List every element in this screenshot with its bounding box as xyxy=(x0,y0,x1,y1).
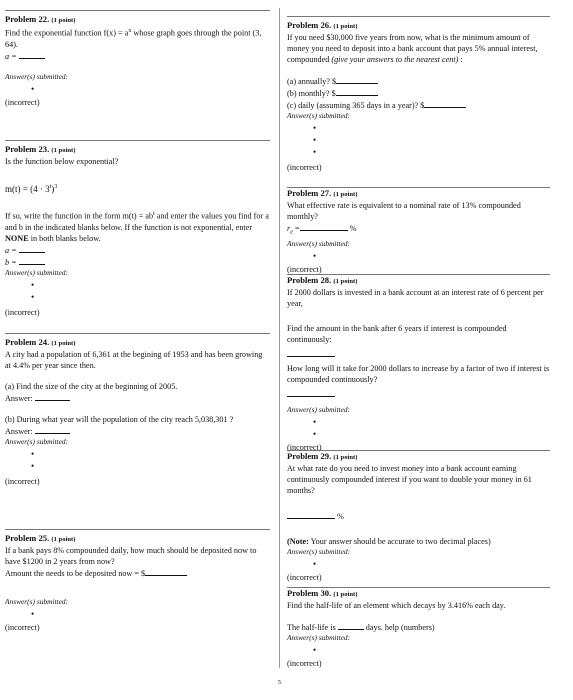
answers-submitted-label: Answer(s) submitted: xyxy=(287,238,351,248)
problem-text: Find the exponential function $f(x) = a^x$ whose graph goes through the point (3, 64). xyxy=(5,28,262,49)
problem-text: A city had a population of 6,361 at the begining of 1953 and has been growing at 4.4% per year since then. xyxy=(5,350,263,370)
answer-blank-1[interactable] xyxy=(287,348,335,357)
problem-title: Problem 27. (1 point) xyxy=(287,188,358,198)
answer-blank-b[interactable] xyxy=(19,256,45,265)
problem-title: Problem 24. (1 point) xyxy=(5,337,76,347)
problem-text: If so, write the function in the form $m(t) = ab^t$ and enter the values you find for a and b in the indicated blanks below. If the function is not exponential, enter NONE in both blanks below. xyxy=(5,211,269,243)
answer-bullet: • xyxy=(313,645,317,655)
problem-28 xyxy=(287,274,550,453)
answer-blank-b[interactable] xyxy=(336,87,378,96)
formula: $m(t) = (4 \cdot 3^t)^3$ xyxy=(5,184,58,194)
answer-blank-a[interactable] xyxy=(336,75,378,84)
answer-line-2 xyxy=(287,388,550,400)
answers-submitted-label: Answer(s) submitted: xyxy=(287,633,351,642)
problem-title: Problem 23. (1 point) xyxy=(5,144,76,154)
answer-blank-a[interactable] xyxy=(19,244,45,253)
problem-text: If 2000 dollars is invested in a bank account at an interest rate of 6 percent per year, xyxy=(287,288,544,308)
answer-line-a: (a) annually? $ xyxy=(287,75,550,87)
question-2: How long will it take for 2000 dollars to increase by a factor of two if interest is compounded continuously? xyxy=(287,364,550,384)
problem-24 xyxy=(5,333,270,487)
problem-27 xyxy=(287,187,550,275)
answer-line-b: (b) monthly? $ xyxy=(287,87,550,99)
answer-line: The half-life is days. help (numbers) xyxy=(287,623,435,632)
answer-line-b: Answer: xyxy=(5,425,270,437)
answer-blank[interactable] xyxy=(338,621,364,630)
problem-title: Problem 25. (1 point) xyxy=(5,533,76,543)
problem-29 xyxy=(287,450,550,583)
answer-bullet: • xyxy=(313,147,317,157)
problem-question: Is the function below exponential? xyxy=(5,157,119,166)
problem-22 xyxy=(5,10,270,108)
amount-line: Amount the needs to be deposited now = $ xyxy=(5,567,270,579)
status-incorrect: (incorrect) xyxy=(287,573,322,582)
answer-bullet: • xyxy=(313,429,317,439)
status-incorrect: (incorrect) xyxy=(5,307,40,317)
answer-blank[interactable] xyxy=(145,567,187,576)
problem-text: Find the half-life of an element which decays by 3.416% each day. xyxy=(287,601,506,610)
answers-submitted-label: Answer(s) submitted: xyxy=(287,111,351,120)
note: (Note: Your answer should be accurate to two decimal places) xyxy=(287,537,491,546)
problem-25 xyxy=(5,529,270,633)
problem-title: Problem 30. (1 point) xyxy=(287,588,358,598)
problem-title: Problem 22. (1 point) xyxy=(5,14,76,24)
answers-submitted-label: Answer(s) submitted: xyxy=(5,437,69,446)
status-incorrect: (incorrect) xyxy=(287,659,322,668)
answer-line-a: a = xyxy=(5,50,270,62)
question-a: (a) Find the size of the city at the beginning of 2005. xyxy=(5,382,178,391)
problem-text: If a bank pays 8% compounded daily, how much should be deposited now to have $1200 in 2 years from now? xyxy=(5,546,257,566)
answer-bullet: • xyxy=(313,417,317,427)
answer-line-1 xyxy=(287,348,550,360)
answer-line: $r_e$ = % xyxy=(287,224,357,236)
problem-text: At what rate do you need to invest money into a bank account earning continuously compounded interest if you want to double your money in 61 months? xyxy=(287,464,532,495)
answer-bullet: • xyxy=(313,559,317,569)
problem-text: If you need $30,000 five years from now, what is the minimum amount of money you need to deposit into a bank account that pays 5% annual interest, compounded (give your answers to the nearest cent) : xyxy=(287,33,538,64)
status-incorrect: (incorrect) xyxy=(5,477,40,486)
problem-30 xyxy=(287,587,550,669)
question-1: Find the amount in the bank after 6 years if interest is compounded continuously: xyxy=(287,324,507,344)
answer-blank-2[interactable] xyxy=(287,388,335,397)
answers-submitted-label: Answer(s) submitted: xyxy=(287,405,351,414)
answer-blank-c[interactable] xyxy=(424,99,466,108)
problem-26 xyxy=(287,16,550,173)
problem-title: Problem 26. (1 point) xyxy=(287,20,358,30)
answers-submitted-label: Answer(s) submitted: xyxy=(287,547,351,556)
answer-bullet: • xyxy=(313,250,317,261)
status-incorrect: (incorrect) xyxy=(287,163,322,172)
answer-line-a: a = xyxy=(5,244,270,256)
answer-blank[interactable] xyxy=(287,510,335,519)
problem-title: Problem 28. (1 point) xyxy=(287,275,358,285)
answer-bullet: • xyxy=(31,461,35,471)
answer-bullet: • xyxy=(313,123,317,133)
question-b: (b) During what year will the population of the city reach 5,038,301 ? xyxy=(5,415,234,424)
answer-bullet: • xyxy=(31,609,35,619)
answer-bullet: • xyxy=(31,449,35,459)
problem-23 xyxy=(5,140,270,318)
answer-bullet: • xyxy=(31,291,35,302)
column-divider xyxy=(279,8,280,668)
status-incorrect: (incorrect) xyxy=(287,443,322,452)
problem-text: What effective rate is equivalent to a nominal rate of 13% compounded monthly? xyxy=(287,201,521,221)
status-incorrect: (incorrect) xyxy=(5,623,40,632)
answer-bullet: • xyxy=(31,83,35,94)
page-number: 5 xyxy=(278,680,281,686)
answer-blank[interactable] xyxy=(19,50,45,59)
answers-submitted-label: Answer(s) submitted: xyxy=(5,267,69,277)
answers-submitted-label: Answer(s) submitted: xyxy=(5,597,69,606)
status-incorrect: (incorrect) xyxy=(5,97,40,107)
answer-bullet: • xyxy=(313,135,317,145)
status-incorrect: (incorrect) xyxy=(287,264,322,274)
answer-line-b: b = xyxy=(5,256,270,268)
problem-title: Problem 29. (1 point) xyxy=(287,451,358,461)
answer-blank-a[interactable] xyxy=(35,392,70,401)
answer-line: % xyxy=(287,510,550,522)
answers-submitted-label: Answer(s) submitted: xyxy=(5,71,69,81)
answer-line-c: (c) daily (assuming 365 days in a year)? $ xyxy=(287,99,550,111)
answer-line-a: Answer: xyxy=(5,392,270,404)
answer-blank[interactable] xyxy=(300,222,348,231)
answer-bullet: • xyxy=(31,279,35,290)
answer-blank-b[interactable] xyxy=(35,425,70,434)
